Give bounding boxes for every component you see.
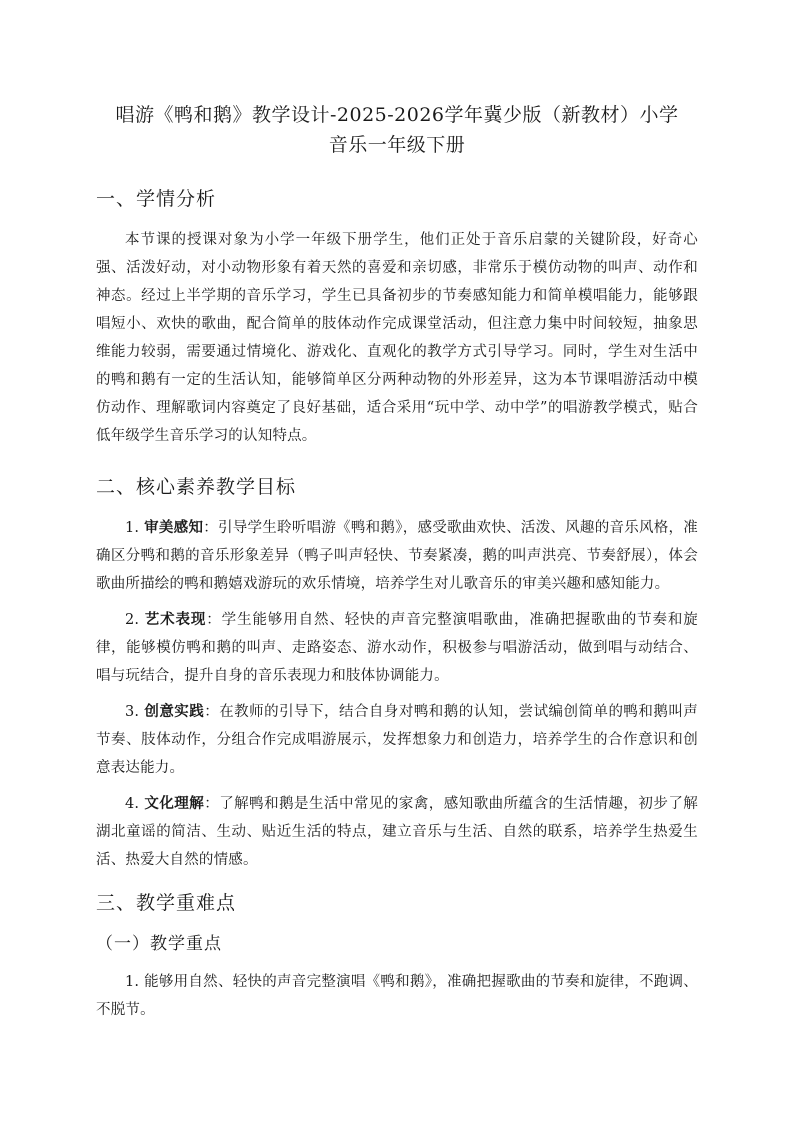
item-number: 3. — [125, 704, 140, 720]
item-number: 4. — [125, 796, 140, 812]
title-line-2: 音乐一年级下册 — [328, 134, 466, 156]
item-label: 艺术表现 — [144, 612, 207, 628]
item-label: 文化理解 — [144, 796, 205, 812]
key-point-item: 1. 能够用自然、轻快的声音完整演唱《鸭和鹅》，准确把握歌曲的节奏和旋律，不跑调、不脱节。 — [96, 974, 698, 1018]
section-key-difficulties — [96, 888, 698, 1024]
item-text: ：引导学生聆听唱游《鸭和鹅》，感受歌曲欢快、活泼、风趣的音乐风格，准确区分鸭和鹅的音乐形象差异（鸭子叫声轻快、节奏紧凑，鹅的叫声洪亮、节奏舒展），体会歌曲所描绘的鸭和鹅嬉戏游玩的欢乐情境，培养学生对儿歌音乐的审美兴趣和感知能力。 — [96, 520, 699, 592]
objective-item — [96, 514, 698, 598]
item-number: 2. — [125, 612, 140, 628]
item-label: 创意实践 — [144, 704, 205, 720]
section-objectives — [96, 472, 698, 874]
section-learner-analysis — [96, 184, 698, 450]
item-label: 审美感知 — [144, 520, 204, 536]
objective-item — [96, 606, 698, 690]
document-title — [96, 100, 698, 160]
objective-item — [96, 790, 698, 874]
section-heading: 一、学情分析 — [96, 188, 217, 210]
section-paragraph: 本节课的授课对象为小学一年级下册学生，他们正处于音乐启蒙的关键阶段，好奇心强、活泼好动，对小动物形象有着天然的喜爱和亲切感，非常乐于模仿动物的叫声、动作和神态。经过上半学期的音乐学习，学生已具备初步的节奏感知能力和简单模唱能力，能够跟唱短小、欢快的歌曲，配合简单的肢体动作完成课堂活动，但注意力集中时间较短，抽象思维能力较弱，需要通过情境化、游戏化、直观化的教学方式引导学习。同时，学生对生活中的鸭和鹅有一定的生活认知，能够简单区分两种动物的外形差异，这为本节课唱游活动中模仿动作、理解歌词内容奠定了良好基础，适合采用“玩中学、动中学”的唱游教学模式，贴合低年级学生音乐学习的认知特点。 — [96, 232, 698, 444]
item-number: 1. — [125, 520, 140, 536]
item-text: ：了解鸭和鹅是生活中常见的家禽，感知歌曲所蕴含的生活情趣，初步了解湖北童谣的简洁、生动、贴近生活的特点，建立音乐与生活、自然的联系，培养学生热爱生活、热爱大自然的情感。 — [96, 796, 698, 868]
objective-item — [96, 698, 698, 782]
title-line-1: 唱游《鸭和鹅》教学设计-2025-2026学年冀少版（新教材）小学 — [115, 104, 679, 126]
item-text: ：学生能够用自然、轻快的声音完整演唱歌曲，准确把握歌曲的节奏和旋律，能够模仿鸭和鹅的叫声、走路姿态、游水动作，积极参与唱游活动，做到唱与动结合、唱与玩结合，提升自身的音乐表现力和肢体协调能力。 — [96, 612, 698, 684]
section-heading: 二、核心素养教学目标 — [96, 476, 297, 498]
item-text: ：在教师的引导下，结合自身对鸭和鹅的认知，尝试编创简单的鸭和鹅叫声节奏、肢体动作，分组合作完成唱游展示，发挥想象力和创造力，培养学生的合作意识和创意表达能力。 — [96, 704, 698, 776]
section-heading: 三、教学重难点 — [96, 892, 237, 914]
subsection-heading: （一）教学重点 — [96, 934, 222, 954]
